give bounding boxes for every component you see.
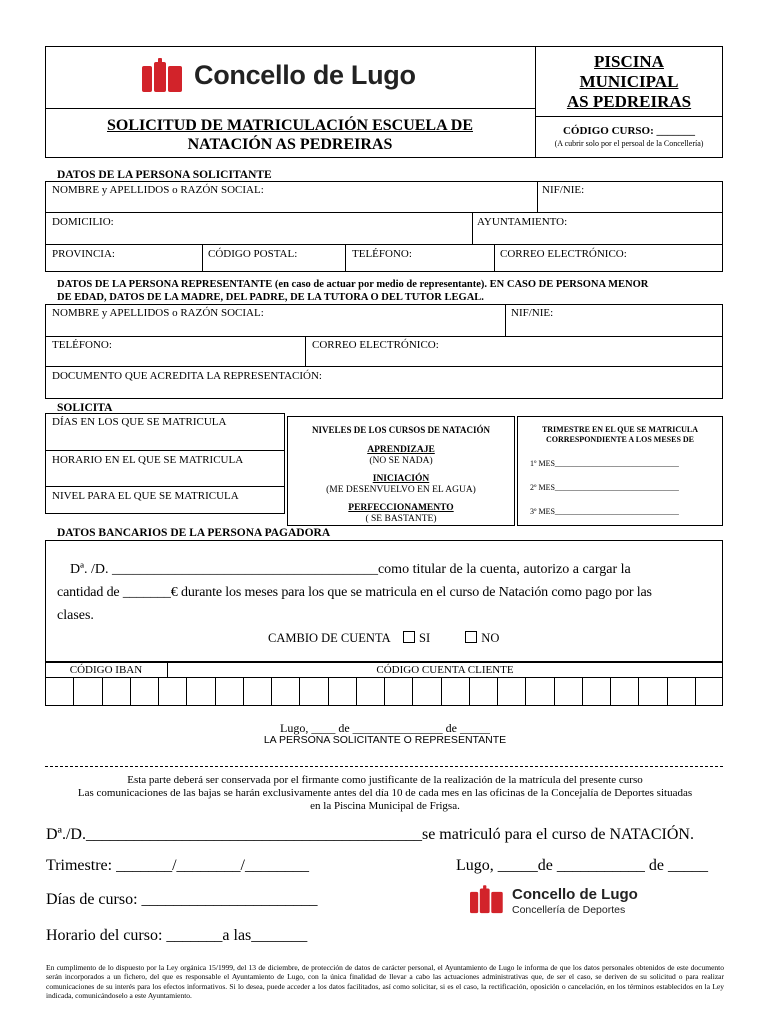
account-change-no-label: NO <box>481 631 500 645</box>
representative-row-1-divider <box>45 336 723 337</box>
representative-email-divider <box>305 336 306 366</box>
representative-title-line-1: DATOS DE LA PERSONA REPRESENTANTE (en caso de actuar por medio de representante). EN CASO DE PERSONA MENOR <box>57 279 649 290</box>
level-1-name[interactable]: APRENDIZAJE <box>367 445 435 455</box>
representative-document-label[interactable]: DOCUMENTO QUE ACREDITA LA REPRESENTACIÓN: <box>52 370 322 382</box>
cutoff-note-line-1: Esta parte deberá ser conservada por el firmante como justificante de la realización de la matrícula del presente curso <box>127 774 643 786</box>
level-1-desc: (NO SE NADA) <box>369 456 433 466</box>
applicant-phone-divider <box>345 244 346 272</box>
venue-line-2: MUNICIPAL <box>579 72 679 91</box>
account-cell[interactable] <box>441 677 469 706</box>
account-cell[interactable] <box>158 677 186 706</box>
days-line[interactable]: Días de curso: ______________________ <box>46 891 318 908</box>
header-logo-divider <box>45 108 535 109</box>
account-cell[interactable] <box>45 677 73 706</box>
applicant-postal-divider <box>202 244 203 272</box>
applicant-email-divider <box>494 244 495 272</box>
account-cell[interactable] <box>582 677 610 706</box>
cut-line <box>45 766 723 767</box>
term-title-line-1: TRIMESTRE EN EL QUE SE MATRICULA <box>541 425 699 434</box>
client-account-label: CÓDIGO CUENTA CLIENTE <box>376 664 514 676</box>
account-change-label: CAMBIO DE CUENTA <box>268 631 390 645</box>
cutoff-note-line-2: Las comunicaciones de las bajas se harán exclusivamente antes del día 10 de cada mes en las oficinas de la Concejalía de Deportes situadas <box>77 787 693 799</box>
account-cell[interactable] <box>384 677 412 706</box>
concello-logo <box>142 58 442 98</box>
levels-title: NIVELES DE LOS CURSOS DE NATACIÓN <box>312 425 490 435</box>
applicant-row-2-divider <box>45 244 723 245</box>
account-cells <box>45 677 723 706</box>
account-cell[interactable] <box>469 677 497 706</box>
request-schedule-label[interactable]: HORARIO EN EL QUE SE MATRICULA <box>52 454 244 466</box>
form-title-line-1 <box>45 116 535 135</box>
account-cell[interactable] <box>412 677 440 706</box>
level-3-name[interactable]: PERFECCIONAMENTO <box>348 503 454 513</box>
bank-auth-line-2: cantidad de _______€ durante los meses para los que se matricula en el curso de Natación como pago por las <box>57 585 652 600</box>
applicant-province-label[interactable]: PROVINCIA: <box>52 248 115 260</box>
enrolled-line[interactable]: Dª./D.__________________________________________se matriculó para el curso de NATACIÓN. <box>46 826 694 843</box>
level-3-desc: ( SE BASTANTE) <box>365 514 437 524</box>
request-days-divider <box>45 450 285 451</box>
account-change-yes-checkbox[interactable] <box>403 631 415 643</box>
account-change-yes-label: SI <box>419 631 431 645</box>
applicant-row-1-divider <box>45 212 723 213</box>
representative-nif-divider <box>505 304 506 336</box>
signature-signer: LA PERSONA SOLICITANTE O REPRESENTANTE <box>263 734 507 746</box>
account-cell[interactable] <box>554 677 582 706</box>
representative-row-2-divider <box>45 366 723 367</box>
account-cell[interactable] <box>638 677 666 706</box>
account-cell[interactable] <box>215 677 243 706</box>
course-code-label: CÓDIGO CURSO: _______ <box>562 125 695 137</box>
applicant-nif-label[interactable]: NIF/NIE: <box>542 184 585 196</box>
bank-auth-line-1: Dª. /D. ______________________________________como titular de la cuenta, autorizo a cargar la <box>70 562 631 577</box>
form-title-line-2: NATACIÓN AS PEDREIRAS <box>187 136 393 153</box>
applicant-section-title: DATOS DE LA PERSONA SOLICITANTE <box>57 169 272 181</box>
applicant-nif-divider <box>537 181 538 212</box>
account-cell[interactable] <box>299 677 327 706</box>
term-month-1[interactable]: 1º MES_______________________________ <box>530 459 679 468</box>
cutoff-note-line-3: en la Piscina Municipal de Frigsa. <box>310 800 460 812</box>
form-title-part: SOLICITUD DE MATRICULACIÓN ESCUELA DE <box>107 117 473 134</box>
deportes-logo <box>470 885 710 919</box>
account-cell[interactable] <box>186 677 214 706</box>
term-month-3[interactable]: 3º MES_______________________________ <box>530 507 679 516</box>
deportes-logo-name: Concello de Lugo <box>512 886 638 903</box>
representative-name-label[interactable]: NOMBRE y APELLIDOS o RAZÓN SOCIAL: <box>52 307 264 319</box>
request-schedule-divider <box>45 486 285 487</box>
venue-line-1: PISCINA <box>594 52 664 71</box>
venue-line-3: AS PEDREIRAS <box>566 92 692 111</box>
applicant-email-label[interactable]: CORREO ELECTRÓNICO: <box>500 248 627 260</box>
account-cell[interactable] <box>497 677 525 706</box>
header-venue-divider <box>535 116 723 117</box>
request-level-label[interactable]: NIVEL PARA EL QUE SE MATRICULA <box>52 490 239 502</box>
signature-place-date[interactable]: Lugo, ____ de _______________ de _____ <box>280 721 490 735</box>
schedule-line[interactable]: Horario del curso: _______a las_______ <box>46 927 308 944</box>
account-cell[interactable] <box>102 677 130 706</box>
logo-mark-icon <box>470 885 506 915</box>
request-section-title: SOLICITA <box>57 402 113 414</box>
legal-notice: En cumplimento de lo dispuesto por la Ley orgánica 15/1999, del 13 de diciembre, de protección de datos de carácter personal, el Ayuntamiento de Lugo le informa de que los datos personales obtenidos de este documento serán incorporados a un fichero, del que es responsable el Ayuntamiento de Lugo, con la única finalidad de llevar a cabo las actuaciones administrativas que, de ser el caso, se deriven de su solicitud o para realizar comunicaciones de su interés para los efectos informativos. Si lo desea, puede acceder a los datos facilitados, así como solicitar, si es el caso, la rectificación, oposición o cancelación, en los términos establecidos en la Ley indicada, comunicándoselo a este Ayuntamiento. <box>46 963 724 1000</box>
account-cell[interactable] <box>525 677 553 706</box>
term-month-2[interactable]: 2º MES_______________________________ <box>530 483 679 492</box>
account-cell[interactable] <box>328 677 356 706</box>
account-cell[interactable] <box>667 677 695 706</box>
deportes-logo-sub: Concellería de Deportes <box>512 904 626 916</box>
account-change-row <box>268 631 499 646</box>
iban-label: CÓDIGO IBAN <box>69 664 143 676</box>
term-line[interactable]: Trimestre: _______/________/________ <box>46 857 309 874</box>
account-cell[interactable] <box>73 677 101 706</box>
applicant-postal-label[interactable]: CÓDIGO POSTAL: <box>208 248 298 260</box>
account-change-no-checkbox[interactable] <box>465 631 477 643</box>
account-cell[interactable] <box>243 677 271 706</box>
representative-phone-label[interactable]: TELÉFONO: <box>52 339 112 351</box>
representative-email-label[interactable]: CORREO ELECTRÓNICO: <box>312 339 439 351</box>
level-2-name[interactable]: INICIACIÓN <box>372 474 430 484</box>
representative-title-line-2: DE EDAD, DATOS DE LA MADRE, DEL PADRE, DE LA TUTORA O DEL TUTOR LEGAL. <box>57 292 484 303</box>
request-days-label[interactable]: DÍAS EN LOS QUE SE MATRICULA <box>52 416 227 428</box>
level-2-desc: (ME DESENVUELVO EN EL AGUA) <box>326 485 476 495</box>
course-code-note: (A cubrir solo por el persoal de la Concellería) <box>554 139 704 148</box>
bank-section-title: DATOS BANCARIOS DE LA PERSONA PAGADORA <box>57 527 331 539</box>
applicant-council-divider <box>472 212 473 244</box>
bank-auth-line-3: clases. <box>57 608 94 623</box>
account-cell[interactable] <box>610 677 638 706</box>
account-cell[interactable] <box>695 677 723 706</box>
applicant-name-label[interactable]: NOMBRE y APELLIDOS o RAZÓN SOCIAL: <box>52 184 264 196</box>
term-title-line-2: CORRESPONDIENTE A LOS MESES DE <box>545 435 695 444</box>
representative-nif-label[interactable]: NIF/NIE: <box>511 307 554 319</box>
applicant-phone-label[interactable]: TELÉFONO: <box>352 248 412 260</box>
logo-text: Concello de Lugo <box>194 60 416 90</box>
account-cell[interactable] <box>356 677 384 706</box>
logo-mark-icon <box>142 58 186 94</box>
account-cell[interactable] <box>130 677 158 706</box>
applicant-council-label[interactable]: AYUNTAMIENTO: <box>477 216 568 228</box>
place-date-line[interactable]: Lugo, _____de ___________ de _____ <box>456 857 708 874</box>
account-cell[interactable] <box>271 677 299 706</box>
applicant-address-label[interactable]: DOMICILIO: <box>52 216 114 228</box>
